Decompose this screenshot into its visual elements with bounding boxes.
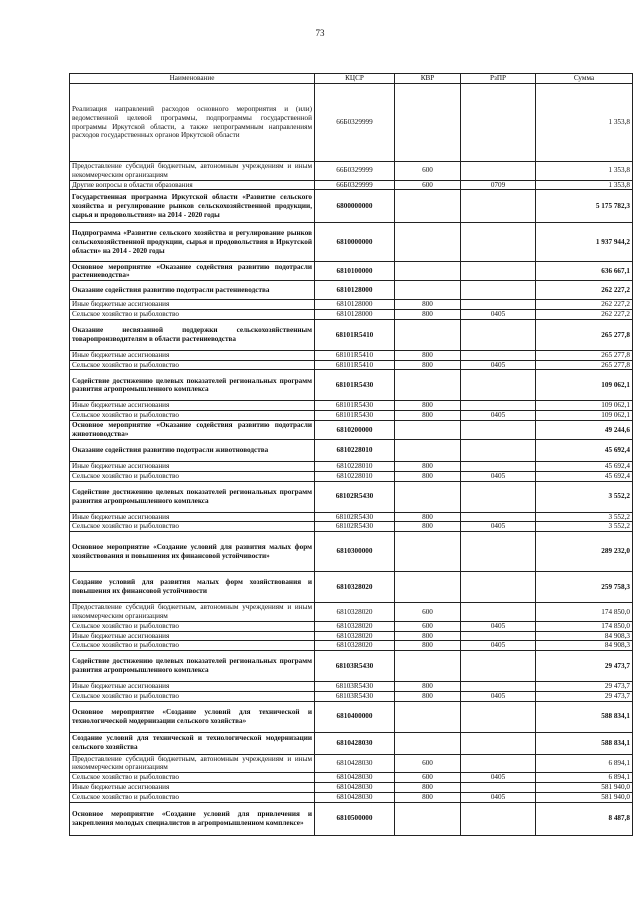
cell-sum: 265 277,8 [536,319,633,350]
cell-sum: 1 353,8 [536,180,633,190]
table-row [70,440,633,462]
cell-kcsr: 6810128000 [315,310,395,320]
cell-sum: 109 062,1 [536,411,633,421]
table-row [70,481,633,512]
cell-name: Другие вопросы в области образования [70,180,315,190]
cell-rzpr [461,281,536,300]
cell-rzpr: 0405 [461,691,536,701]
cell-kcsr: 68101R5430 [315,370,395,401]
cell-sum: 636 667,1 [536,262,633,281]
cell-sum: 45 692,4 [536,440,633,462]
cell-kvr [395,319,461,350]
cell-name: Основное мероприятие «Оказание содействия развитию подотрасли животноводства» [70,421,315,440]
cell-sum: 109 062,1 [536,401,633,411]
cell-kcsr: 6810228010 [315,440,395,462]
table-row [70,360,633,370]
cell-sum: 262 227,2 [536,281,633,300]
cell-sum: 262 227,2 [536,300,633,310]
cell-sum: 8 487,8 [536,802,633,835]
cell-sum: 84 908,3 [536,631,633,641]
cell-name: Подпрограмма «Развитие сельского хозяйства и регулирование рынков сельскохозяйственной продукции, сырья и продовольствия в Иркутской области» на 2014 - 2020 годы [70,223,315,262]
cell-kvr [395,572,461,603]
cell-sum: 265 277,8 [536,350,633,360]
cell-name: Иные бюджетные ассигнования [70,350,315,360]
cell-kcsr: 68103R5430 [315,651,395,682]
table-row [70,773,633,783]
cell-kcsr: 68102R5430 [315,522,395,532]
cell-sum: 588 834,1 [536,732,633,754]
cell-rzpr [461,223,536,262]
table-row [70,754,633,773]
cell-sum: 5 175 782,3 [536,190,633,223]
cell-kcsr: 6810128000 [315,300,395,310]
cell-kcsr: 6810228010 [315,462,395,472]
table-row [70,401,633,411]
cell-kcsr: 6810428030 [315,773,395,783]
cell-name: Иные бюджетные ассигнования [70,300,315,310]
cell-kvr: 600 [395,603,461,622]
table-row [70,310,633,320]
cell-kvr: 800 [395,631,461,641]
cell-name: Оказание содействия развитию подотрасли животноводства [70,440,315,462]
cell-rzpr: 0405 [461,792,536,802]
cell-name: Оказание содействия развитию подотрасли растениеводства [70,281,315,300]
cell-kcsr: 68101R5430 [315,401,395,411]
cell-kcsr: 6810000000 [315,223,395,262]
cell-rzpr: 0405 [461,411,536,421]
cell-kvr: 600 [395,621,461,631]
cell-name: Иные бюджетные ассигнования [70,782,315,792]
cell-kcsr: 6810328020 [315,631,395,641]
cell-kcsr: 6810328020 [315,621,395,631]
cell-kcsr: 6810428030 [315,732,395,754]
table-row [70,84,633,162]
table-row [70,802,633,835]
cell-kvr [395,732,461,754]
cell-rzpr [461,682,536,692]
cell-rzpr [461,350,536,360]
cell-sum: 29 473,7 [536,682,633,692]
cell-kcsr: 6810200000 [315,421,395,440]
cell-sum: 259 758,3 [536,572,633,603]
cell-name: Основное мероприятие «Создание условий для развития малых форм хозяйствования и повышения их финансовой устойчивости» [70,532,315,572]
cell-rzpr [461,512,536,522]
table-row [70,782,633,792]
cell-kcsr: 6810428030 [315,754,395,773]
page-number: 73 [315,28,325,38]
cell-kvr [395,223,461,262]
table-row [70,300,633,310]
cell-sum: 581 940,0 [536,792,633,802]
cell-rzpr [461,651,536,682]
cell-rzpr [461,532,536,572]
cell-kcsr: 6810428030 [315,782,395,792]
cell-name: Сельское хозяйство и рыболовство [70,691,315,701]
cell-rzpr [461,603,536,622]
cell-sum: 84 908,3 [536,641,633,651]
cell-sum: 1 353,8 [536,84,633,162]
cell-kvr: 600 [395,180,461,190]
table-row [70,281,633,300]
cell-name: Сельское хозяйство и рыболовство [70,411,315,421]
table-row [70,180,633,190]
cell-kcsr: 6810328020 [315,572,395,603]
cell-sum: 3 552,2 [536,481,633,512]
cell-kvr [395,262,461,281]
table-row [70,572,633,603]
cell-kcsr: 6810128000 [315,281,395,300]
cell-kvr [395,281,461,300]
cell-sum: 588 834,1 [536,701,633,732]
cell-kvr [395,370,461,401]
cell-kcsr: 6810428030 [315,792,395,802]
cell-kcsr: 68103R5430 [315,682,395,692]
cell-kvr: 800 [395,522,461,532]
table-row [70,350,633,360]
cell-kvr [395,532,461,572]
cell-kvr [395,84,461,162]
cell-kvr [395,190,461,223]
cell-kcsr: 6810228010 [315,471,395,481]
table-row [70,223,633,262]
cell-rzpr: 0405 [461,360,536,370]
cell-rzpr [461,802,536,835]
cell-rzpr [461,481,536,512]
table-row [70,462,633,472]
cell-name: Иные бюджетные ассигнования [70,512,315,522]
cell-kcsr: 6810300000 [315,532,395,572]
table-row [70,603,633,622]
cell-kcsr: 66Б0329999 [315,84,395,162]
cell-kvr: 600 [395,162,461,181]
cell-rzpr [461,421,536,440]
cell-kvr [395,651,461,682]
cell-name: Предоставление субсидий бюджетным, автономным учреждениям и иным некоммерческим организациям [70,162,315,181]
cell-kcsr: 68101R5410 [315,360,395,370]
cell-kcsr: 6810100000 [315,262,395,281]
table-row [70,190,633,223]
cell-name: Сельское хозяйство и рыболовство [70,792,315,802]
cell-name: Реализация направлений расходов основного мероприятия и (или) ведомственной целевой программы, подпрограммы государственной программы Иркутской области, а также непрограммным направлениям расходов государственных органов Иркутской области [70,84,315,162]
cell-name: Основное мероприятие «Создание условий для технической и технологической модернизации сельского хозяйства» [70,701,315,732]
table-row [70,701,633,732]
cell-sum: 581 940,0 [536,782,633,792]
cell-kvr: 800 [395,691,461,701]
cell-sum: 174 850,0 [536,621,633,631]
cell-rzpr [461,462,536,472]
table-row [70,641,633,651]
cell-kcsr: 68101R5410 [315,319,395,350]
cell-kcsr: 6810400000 [315,701,395,732]
table-row [70,262,633,281]
cell-name: Иные бюджетные ассигнования [70,631,315,641]
table-row [70,421,633,440]
cell-sum: 45 692,4 [536,471,633,481]
cell-name: Иные бюджетные ассигнования [70,682,315,692]
cell-rzpr [461,782,536,792]
table-header-row [70,74,633,84]
cell-kcsr: 6810328020 [315,641,395,651]
cell-sum: 6 894,1 [536,773,633,783]
cell-sum: 289 232,0 [536,532,633,572]
cell-sum: 109 062,1 [536,370,633,401]
cell-rzpr: 0405 [461,621,536,631]
cell-kcsr: 6810328020 [315,603,395,622]
cell-kcsr: 66Б0329999 [315,162,395,181]
table-row [70,522,633,532]
table-row [70,162,633,181]
cell-sum: 3 552,2 [536,522,633,532]
cell-rzpr [461,701,536,732]
cell-name: Оказание несвязанной поддержки сельскохозяйственным товаропроизводителям в области растениеводства [70,319,315,350]
cell-name: Содействие достижению целевых показателей региональных программ развития агропромышленного комплекса [70,370,315,401]
cell-name: Государственная программа Иркутской области «Развитие сельского хозяйства и регулирование рынков сельскохозяйственной продукции, сырья и продовольствия» на 2014 - 2020 годы [70,190,315,223]
cell-kvr: 600 [395,773,461,783]
header-kvr: КВР [395,74,461,84]
table-body [70,84,633,836]
cell-kcsr: 6800000000 [315,190,395,223]
table-row [70,631,633,641]
cell-name: Создание условий для развития малых форм хозяйствования и повышения их финансовой устойчивости [70,572,315,603]
cell-rzpr [461,84,536,162]
cell-rzpr [461,401,536,411]
table-row [70,651,633,682]
cell-kvr: 800 [395,300,461,310]
cell-kvr [395,701,461,732]
header-sum: Сумма [536,74,633,84]
cell-kvr: 800 [395,782,461,792]
cell-sum: 265 277,8 [536,360,633,370]
cell-kcsr: 68103R5430 [315,691,395,701]
header-rzpr: РзПР [461,74,536,84]
cell-rzpr: 0709 [461,180,536,190]
cell-kvr [395,440,461,462]
cell-kvr: 800 [395,411,461,421]
cell-name: Сельское хозяйство и рыболовство [70,641,315,651]
cell-name: Содействие достижению целевых показателей региональных программ развития агропромышленного комплекса [70,651,315,682]
cell-name: Сельское хозяйство и рыболовство [70,360,315,370]
cell-rzpr: 0405 [461,471,536,481]
table-row [70,691,633,701]
table-row [70,532,633,572]
table-row [70,621,633,631]
cell-rzpr [461,319,536,350]
cell-rzpr [461,754,536,773]
cell-name: Сельское хозяйство и рыболовство [70,621,315,631]
cell-name: Сельское хозяйство и рыболовство [70,773,315,783]
cell-kvr: 600 [395,754,461,773]
cell-sum: 45 692,4 [536,462,633,472]
table-row [70,319,633,350]
header-name: Наименование [70,74,315,84]
cell-kcsr: 68102R5430 [315,481,395,512]
cell-name: Предоставление субсидий бюджетным, автономным учреждениям и иным некоммерческим организациям [70,603,315,622]
cell-rzpr [461,262,536,281]
budget-table [69,73,633,836]
cell-kvr [395,421,461,440]
cell-kcsr: 68102R5430 [315,512,395,522]
cell-sum: 262 227,2 [536,310,633,320]
cell-sum: 174 850,0 [536,603,633,622]
cell-kvr: 800 [395,310,461,320]
cell-sum: 29 473,7 [536,691,633,701]
cell-kvr: 800 [395,512,461,522]
cell-sum: 49 244,6 [536,421,633,440]
cell-kvr: 800 [395,360,461,370]
cell-rzpr [461,162,536,181]
cell-kvr [395,802,461,835]
cell-name: Основное мероприятие «Создание условий для привлечения и закрепления молодых специалистов в агропромышленном комплексе» [70,802,315,835]
table-row [70,370,633,401]
cell-rzpr: 0405 [461,773,536,783]
table-row [70,682,633,692]
cell-rzpr [461,370,536,401]
cell-name: Создание условий для технической и технологической модернизации сельского хозяйства [70,732,315,754]
cell-rzpr: 0405 [461,641,536,651]
cell-sum: 3 552,2 [536,512,633,522]
cell-kvr: 800 [395,350,461,360]
cell-rzpr: 0405 [461,522,536,532]
cell-kvr: 800 [395,401,461,411]
cell-name: Иные бюджетные ассигнования [70,462,315,472]
cell-name: Сельское хозяйство и рыболовство [70,310,315,320]
cell-name: Содействие достижению целевых показателей региональных программ развития агропромышленного комплекса [70,481,315,512]
cell-rzpr: 0405 [461,310,536,320]
cell-rzpr [461,572,536,603]
table-row [70,411,633,421]
cell-sum: 29 473,7 [536,651,633,682]
cell-kcsr: 6810500000 [315,802,395,835]
table-row [70,512,633,522]
cell-sum: 1 353,8 [536,162,633,181]
table-row [70,732,633,754]
cell-sum: 1 937 944,2 [536,223,633,262]
cell-kvr: 800 [395,792,461,802]
header-kcsr: КЦСР [315,74,395,84]
cell-name: Предоставление субсидий бюджетным, автономным учреждениям и иным некоммерческим организациям [70,754,315,773]
cell-kvr: 800 [395,682,461,692]
cell-rzpr [461,300,536,310]
cell-kcsr: 68101R5430 [315,411,395,421]
table-row [70,471,633,481]
cell-kcsr: 66Б0329999 [315,180,395,190]
cell-kvr: 800 [395,641,461,651]
cell-name: Основное мероприятие «Оказание содействия развитию подотрасли растениеводства» [70,262,315,281]
cell-kvr: 800 [395,462,461,472]
cell-kvr [395,481,461,512]
cell-name: Иные бюджетные ассигнования [70,401,315,411]
cell-name: Сельское хозяйство и рыболовство [70,471,315,481]
cell-rzpr [461,440,536,462]
table-row [70,792,633,802]
cell-rzpr [461,631,536,641]
cell-name: Сельское хозяйство и рыболовство [70,522,315,532]
cell-kvr: 800 [395,471,461,481]
cell-sum: 6 894,1 [536,754,633,773]
cell-rzpr [461,190,536,223]
cell-kcsr: 68101R5410 [315,350,395,360]
cell-rzpr [461,732,536,754]
